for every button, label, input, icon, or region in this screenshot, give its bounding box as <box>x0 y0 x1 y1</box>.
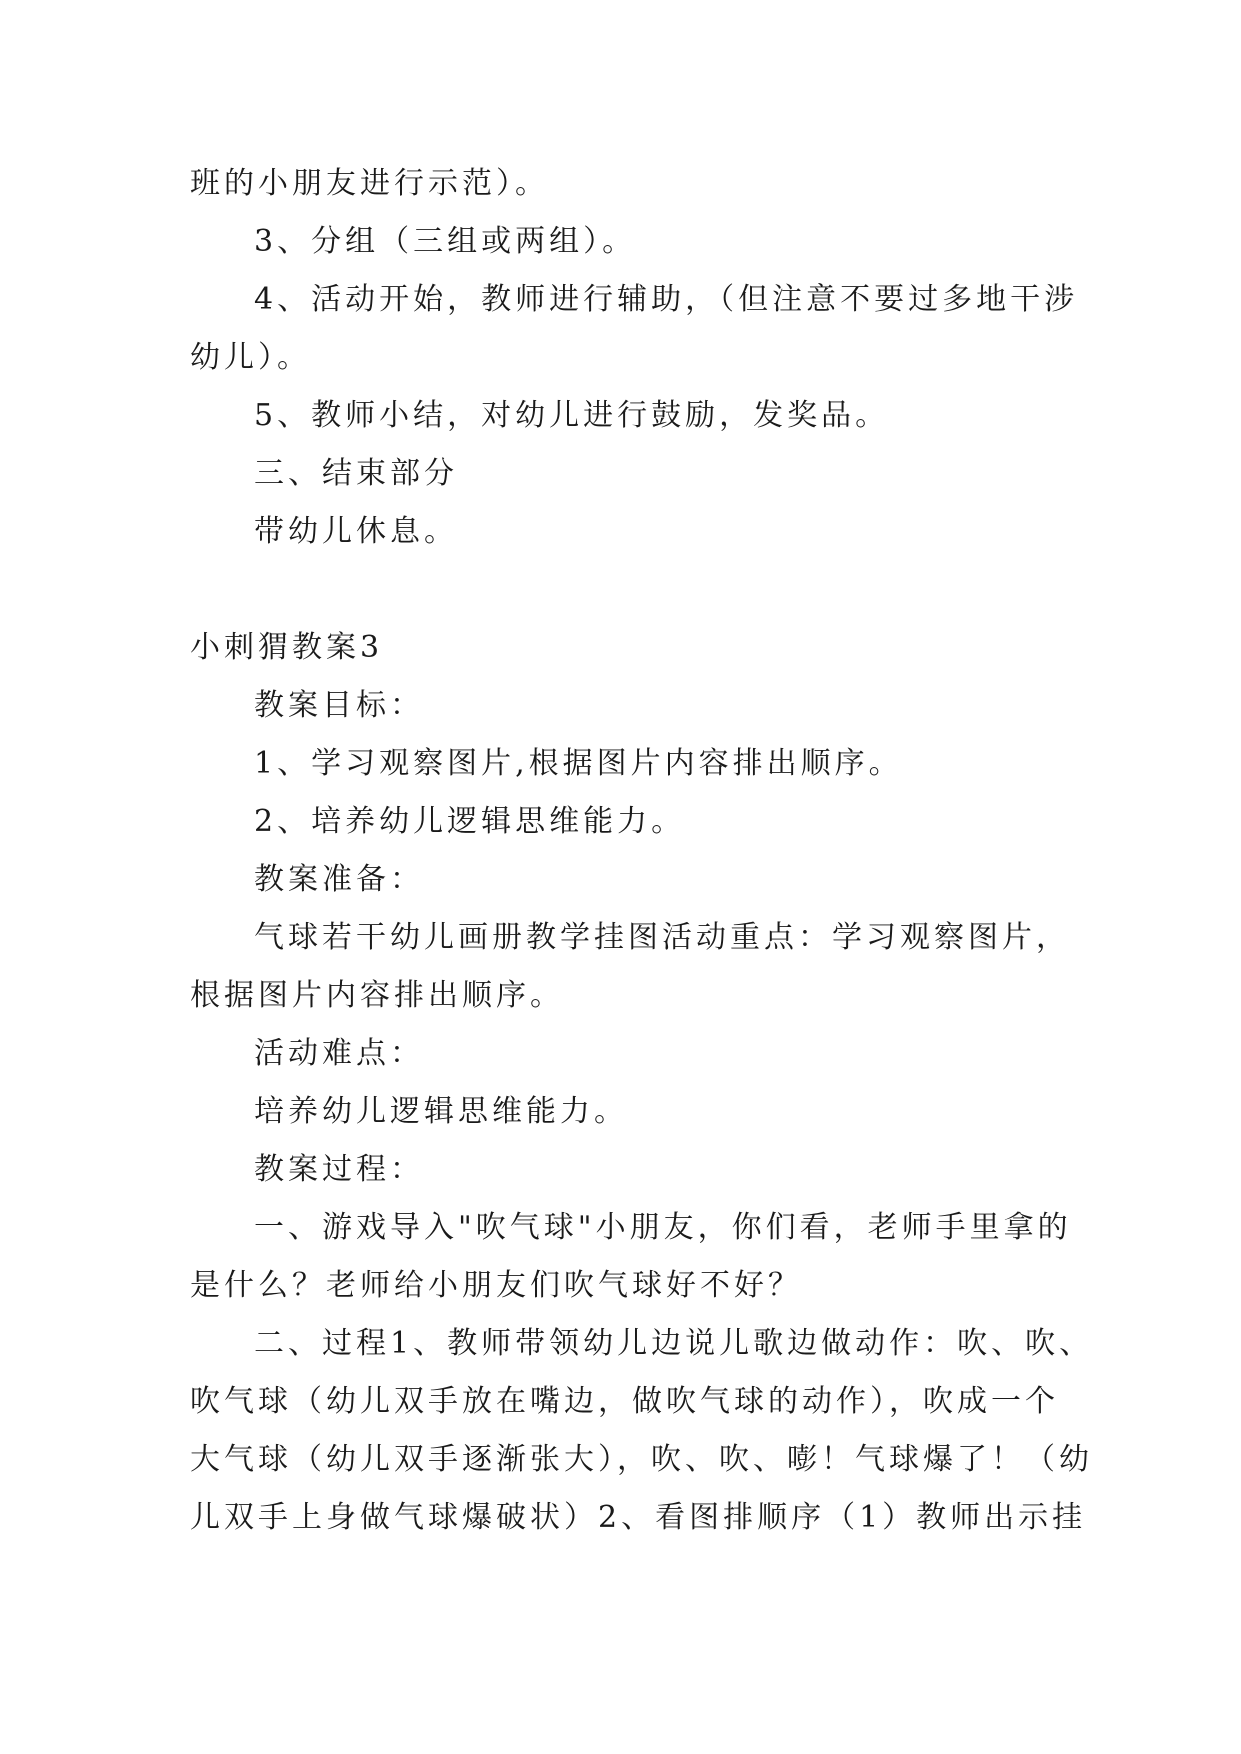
text-line: 是什么？老师给小朋友们吹气球好不好？ <box>190 1268 802 1303</box>
text-line: 大气球（幼儿双手逐渐张大），吹、吹、嘭！气球爆了！（幼 <box>190 1442 1093 1477</box>
text-line: 儿双手上身做气球爆破状）2、看图排顺序（1）教师出示挂 <box>190 1500 1087 1535</box>
text-line: 幼儿）。 <box>190 340 311 375</box>
lesson-title: 小刺猬教案3 <box>190 630 384 665</box>
section-heading: 教案过程： <box>254 1152 424 1187</box>
text-line: 1、学习观察图片,根据图片内容排出顺序。 <box>254 746 903 781</box>
text-line: 4、活动开始，教师进行辅助，（但注意不要过多地干涉 <box>254 282 1079 317</box>
text-line: 气球若干幼儿画册教学挂图活动重点：学习观察图片， <box>254 920 1070 955</box>
section-heading: 活动难点： <box>254 1036 424 1071</box>
text-line: 一、游戏导入"吹气球"小朋友，你们看，老师手里拿的 <box>254 1210 1072 1245</box>
text-line: 5、教师小结，对幼儿进行鼓励，发奖品。 <box>254 398 890 433</box>
text-line: 3、分组（三组或两组）。 <box>254 224 637 259</box>
section-heading: 教案准备： <box>254 862 424 897</box>
text-line: 二、过程1、教师带领幼儿边说儿歌边做动作：吹、吹、 <box>254 1326 1094 1361</box>
text-line: 带幼儿休息。 <box>254 514 458 549</box>
section-heading: 三、结束部分 <box>254 456 458 491</box>
section-heading: 教案目标： <box>254 688 424 723</box>
text-line: 2、培养幼儿逻辑思维能力。 <box>254 804 686 839</box>
text-line: 班的小朋友进行示范）。 <box>190 166 549 201</box>
text-line: 根据图片内容排出顺序。 <box>190 978 564 1013</box>
text-line: 吹气球（幼儿双手放在嘴边，做吹气球的动作），吹成一个 <box>190 1384 1059 1419</box>
text-line: 培养幼儿逻辑思维能力。 <box>254 1094 628 1129</box>
